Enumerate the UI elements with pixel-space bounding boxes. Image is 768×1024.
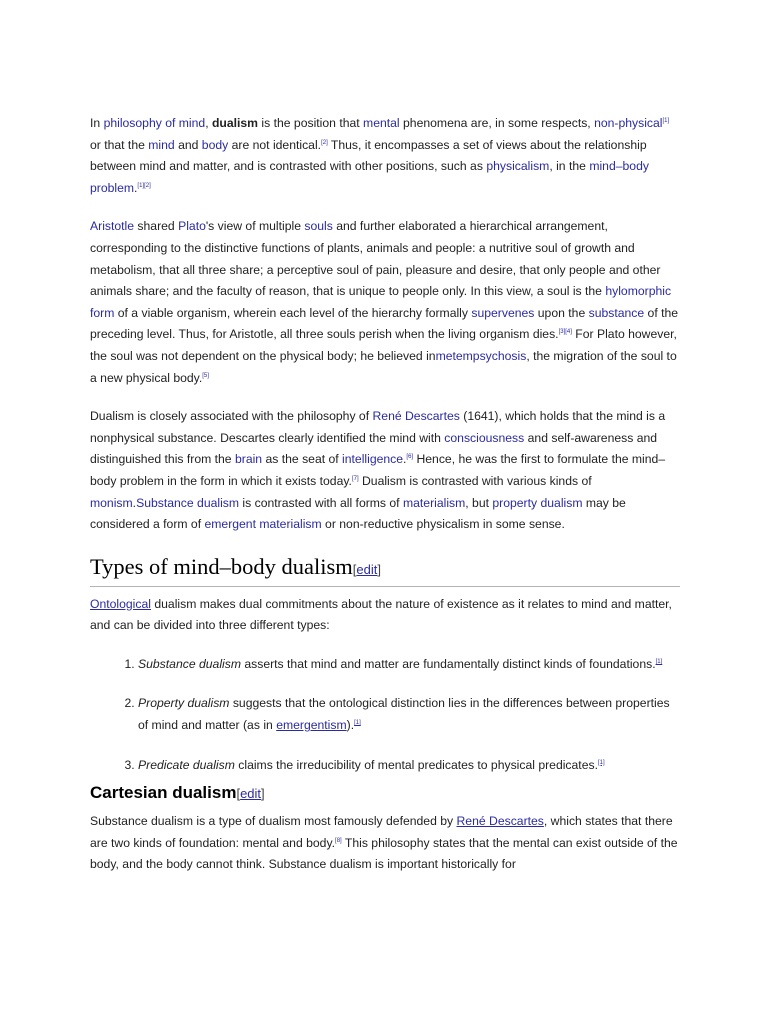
section-heading	[90, 553, 680, 587]
citation-ref[interactable]: [1]	[354, 720, 361, 726]
citation-ref[interactable]: [1]	[662, 117, 670, 124]
text: .	[134, 180, 138, 195]
text: and self-awareness and distinguished this from the	[90, 430, 658, 467]
link-supervenes[interactable]: supervenes	[471, 305, 535, 320]
link-brain[interactable]: brain	[234, 452, 263, 467]
text: or non-reductive physicalism in some sense.	[321, 517, 565, 532]
text: .	[403, 452, 407, 467]
link-non-physical[interactable]: non-physical	[594, 116, 663, 130]
text: , in the	[549, 159, 590, 174]
text: or that the	[90, 137, 149, 152]
section-heading-text: Types of mind–body dualism	[90, 553, 353, 579]
edit-section-link[interactable]	[236, 786, 264, 801]
text: This philosophy states that the mental can exist outside of the body, and the body cannot think. Substance dualism is important historically for	[90, 835, 678, 872]
list-item	[138, 755, 680, 777]
term-substance-dualism: Substance dualism	[138, 656, 241, 671]
citation-ref[interactable]: [3][4]	[558, 329, 572, 336]
article-body	[90, 113, 680, 893]
text: is contrasted with all forms of	[239, 495, 403, 510]
link-hylomorphic-form[interactable]: hylomorphic form	[90, 284, 672, 320]
edit-link[interactable]: edit	[356, 561, 378, 577]
text: , but	[465, 495, 493, 510]
link-plato[interactable]: Plato	[178, 219, 206, 234]
text: is the position that	[258, 116, 364, 130]
subsection-heading	[90, 782, 680, 805]
bracket: [	[236, 786, 241, 802]
ontological-paragraph	[90, 594, 680, 637]
intro-paragraph	[90, 113, 680, 199]
text: as the seat of	[262, 452, 343, 467]
link-body[interactable]: body	[201, 137, 229, 152]
term-predicate-dualism: Predicate dualism	[138, 757, 235, 772]
text: , the migration of the soul to a new physical body.	[90, 348, 677, 385]
text: claims the irreducibility of mental predicates to physical predicates.	[234, 757, 598, 772]
link-ontological[interactable]: Ontological	[90, 596, 151, 611]
bold-term-dualism: dualism	[211, 116, 259, 130]
link-mental[interactable]: mental	[363, 116, 400, 130]
text: Thus, it encompasses a set of views about the relationship between mind and matter, and is contrasted with other positions, such as	[90, 137, 647, 174]
link-metempsychosis[interactable]: metempsychosis	[435, 348, 527, 363]
edit-link[interactable]: edit	[240, 786, 262, 802]
citation-ref[interactable]: [1]	[655, 658, 663, 665]
text: asserts that mind and matter are fundamentally distinct kinds of foundations.	[240, 656, 656, 671]
term-property-dualism: Property dualism	[138, 696, 230, 711]
cartesian-paragraph	[90, 811, 680, 876]
link-philosophy-of-mind[interactable]: philosophy of mind	[103, 116, 206, 130]
list-item	[138, 693, 680, 736]
citation-ref[interactable]: [1][2]	[137, 182, 151, 189]
text: and	[174, 137, 202, 152]
descartes-paragraph	[90, 406, 680, 536]
text: For Plato however, the soul was not dependent on the physical body; he believed in	[90, 327, 677, 363]
citation-ref[interactable]: [6]	[406, 454, 414, 461]
bracket: [	[352, 561, 357, 577]
text: Dualism is contrasted with various kinds of	[358, 473, 592, 488]
citation-ref[interactable]: [8]	[335, 837, 342, 844]
text: Hence, he was the first to formulate the mind–body problem in the form in which it exists today.	[90, 452, 666, 488]
link-monism[interactable]: monism	[90, 495, 133, 510]
text: In	[90, 116, 104, 130]
text: Dualism is closely associated with the philosophy of	[90, 409, 373, 424]
link-physicalism[interactable]: physicalism	[486, 159, 550, 174]
text: Substance dualism is a type of dualism most famously defended by	[90, 814, 457, 829]
bracket: ]	[261, 786, 265, 802]
link-substance-dualism[interactable]: Substance dualism	[136, 495, 240, 510]
citation-ref[interactable]: [2]	[321, 139, 328, 146]
link-emergent-materialism[interactable]: emergent materialism	[204, 517, 322, 532]
link-mind[interactable]: mind	[148, 137, 175, 152]
link-rene-descartes[interactable]: René Descartes	[372, 409, 460, 424]
link-emergentism[interactable]: emergentism	[276, 718, 347, 733]
text: ,	[205, 116, 212, 130]
link-intelligence[interactable]: intelligence	[342, 452, 404, 467]
bracket: ]	[377, 561, 382, 577]
aristotle-paragraph	[90, 216, 680, 389]
link-property-dualism[interactable]: property dualism	[492, 495, 583, 510]
edit-section-link[interactable]	[353, 562, 381, 577]
link-rene-descartes[interactable]: René Descartes	[456, 814, 544, 829]
text: of the preceding level. Thus, for Aristotle, all three souls perish when the living organism dies.	[90, 305, 679, 342]
text: ).	[346, 718, 355, 733]
link-mind-body-problem[interactable]: mind–body problem	[90, 159, 649, 195]
text: shared	[134, 219, 179, 234]
text: (1641), which holds that the mind is a nonphysical substance. Descartes clearly identified the mind with	[90, 409, 666, 445]
link-substance[interactable]: substance	[588, 305, 645, 320]
link-consciousness[interactable]: consciousness	[444, 430, 525, 445]
text: of a viable organism, wherein each level of the hierarchy formally	[114, 305, 472, 320]
text: may be considered a form of	[90, 495, 626, 532]
link-aristotle[interactable]: Aristotle	[90, 219, 135, 234]
text: , which states that there are two kinds of foundation: mental and body.	[90, 814, 673, 850]
subsection-heading-text: Cartesian dualism	[90, 783, 237, 803]
link-materialism[interactable]: materialism	[402, 495, 466, 510]
text: suggests that the ontological distinction lies in the differences between properties of mind and matter (as in	[138, 696, 670, 733]
citation-ref[interactable]: [1]	[597, 759, 605, 766]
text: dualism makes dual commitments about the nature of existence as it relates to mind and matter, and can be divided into three different types:	[90, 596, 672, 633]
dualism-types-list	[90, 654, 680, 776]
text: upon the	[534, 305, 589, 320]
link-souls[interactable]: souls	[304, 219, 333, 234]
citation-ref[interactable]: [7]	[351, 475, 359, 482]
citation-ref[interactable]: [5]	[202, 372, 209, 379]
text: are not identical.	[228, 137, 322, 152]
text: .	[132, 495, 137, 510]
text: phenomena are, in some respects,	[399, 116, 595, 130]
list-item	[138, 654, 680, 676]
text: 's view of multiple	[205, 219, 305, 234]
text: and further elaborated a hierarchical arrangement, corresponding to the distinctive functions of plants, animals and people: a nutritive soul of growth and metabolism, that all three share; a perceptive soul of pain, pleasure and desire, that only people and other animals share; and the faculty of reason, that is unique to people only. In this view, a soul is the	[90, 219, 661, 299]
